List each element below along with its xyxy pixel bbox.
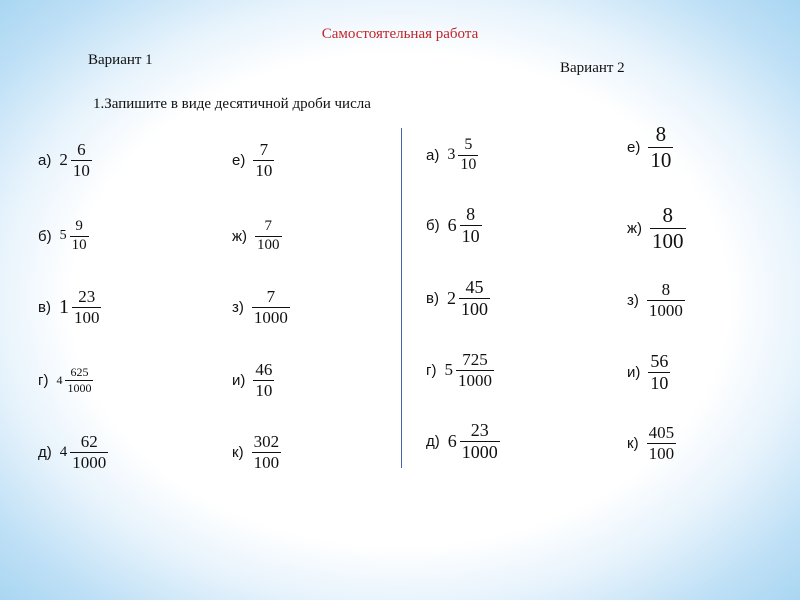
variant1-item-2 — [38, 212, 89, 260]
whole-part: 1 — [58, 295, 69, 318]
column-divider — [401, 128, 402, 468]
fraction — [647, 424, 677, 463]
variant1-item-10 — [232, 428, 281, 476]
item-label: в) — [38, 298, 51, 316]
item-label: к) — [232, 443, 244, 461]
whole-part: 5 — [59, 228, 67, 243]
fraction — [70, 433, 108, 472]
fraction — [70, 219, 89, 254]
whole-part: 2 — [446, 287, 456, 308]
fraction-numerator: 23 — [470, 419, 489, 440]
fraction-numerator: 625 — [70, 364, 89, 379]
fraction — [65, 366, 93, 394]
fraction-numerator: 9 — [75, 217, 83, 234]
item-label: д) — [426, 432, 440, 450]
fraction-numerator: 8 — [655, 122, 667, 147]
fraction-denominator: 10 — [650, 372, 669, 393]
fraction-denominator: 1000 — [457, 370, 492, 390]
item-label: и) — [232, 371, 246, 389]
fraction-denominator: 10 — [650, 147, 672, 172]
fraction-denominator: 10 — [71, 236, 87, 253]
fraction-denominator: 1000 — [461, 441, 498, 462]
fraction-numerator: 8 — [466, 203, 476, 224]
item-label: г) — [38, 371, 49, 389]
fraction-denominator: 1000 — [72, 452, 107, 472]
variant2-item-4 — [426, 346, 494, 394]
variant1-item-1 — [38, 136, 92, 184]
whole-part: 3 — [447, 146, 456, 163]
fraction-numerator: 6 — [77, 139, 86, 159]
fraction — [648, 352, 670, 393]
variant-1-heading: Вариант 1 — [88, 52, 153, 68]
item-label: а) — [426, 146, 440, 164]
fraction-numerator: 45 — [465, 276, 484, 297]
variant-2-heading: Вариант 2 — [560, 60, 625, 76]
item-label: б) — [426, 216, 440, 234]
item-label: е) — [627, 138, 641, 156]
fraction — [648, 123, 673, 170]
variant1-item-6 — [232, 136, 274, 184]
fraction-denominator: 100 — [652, 228, 684, 253]
fraction-numerator: 7 — [266, 286, 276, 306]
fraction — [650, 204, 686, 251]
fraction — [456, 351, 494, 390]
variant1-item-3 — [38, 283, 101, 331]
fraction-numerator: 7 — [259, 139, 269, 159]
fraction-denominator: 10 — [460, 155, 477, 173]
whole-part: 6 — [447, 214, 457, 235]
variant1-item-8 — [232, 283, 290, 331]
fraction-numerator: 725 — [462, 349, 488, 369]
item-label: к) — [627, 434, 639, 452]
item-label: е) — [232, 151, 246, 169]
item-label: а) — [38, 151, 52, 169]
fraction — [255, 219, 282, 254]
whole-part: 4 — [56, 372, 63, 387]
fraction-numerator: 8 — [661, 279, 671, 299]
variant2-item-8 — [627, 276, 685, 324]
fraction-denominator: 100 — [648, 443, 675, 463]
fraction-denominator: 10 — [255, 160, 273, 180]
fraction — [252, 288, 290, 327]
fraction-denominator: 100 — [257, 236, 280, 253]
whole-part: 2 — [59, 150, 68, 169]
item-label: з) — [627, 291, 639, 309]
variant2-item-6 — [627, 123, 673, 171]
variant2-item-1 — [426, 131, 478, 179]
item-label: б) — [38, 227, 52, 245]
variant1-item-4 — [38, 356, 93, 404]
item-label: д) — [38, 443, 52, 461]
fraction-numerator: 8 — [662, 203, 674, 228]
fraction-denominator: 1000 — [253, 307, 288, 327]
fraction-numerator: 46 — [255, 359, 273, 379]
fraction-denominator: 100 — [73, 307, 100, 327]
fraction — [459, 278, 490, 319]
fraction — [253, 361, 274, 400]
page-title: Самостоятельная работа — [321, 26, 479, 42]
fraction — [647, 281, 685, 320]
fraction-denominator: 100 — [460, 298, 488, 319]
fraction-numerator: 56 — [650, 350, 669, 371]
fraction-denominator: 100 — [253, 452, 280, 472]
fraction-numerator: 7 — [264, 217, 273, 234]
variant1-item-9 — [232, 356, 274, 404]
fraction — [252, 433, 282, 472]
item-label: г) — [426, 361, 437, 379]
item-label: в) — [426, 289, 439, 307]
fraction-denominator: 1000 — [648, 300, 683, 320]
fraction — [460, 421, 500, 462]
fraction-numerator: 405 — [648, 422, 675, 442]
fraction-denominator: 1000 — [67, 380, 92, 395]
variant2-item-7 — [627, 204, 686, 252]
fraction-numerator: 5 — [464, 135, 473, 153]
variant2-item-5 — [426, 417, 500, 465]
task-text: 1.Запишите в виде десятичной дроби числа — [93, 96, 371, 112]
fraction — [253, 141, 274, 180]
fraction-denominator: 10 — [255, 380, 273, 400]
fraction-denominator: 10 — [72, 160, 90, 180]
fraction-numerator: 23 — [78, 286, 96, 306]
variant1-item-5 — [38, 428, 108, 476]
whole-part: 5 — [444, 360, 453, 379]
fraction — [72, 288, 102, 327]
variant1-item-7 — [232, 212, 282, 260]
item-label: и) — [627, 363, 641, 381]
fraction — [460, 205, 482, 246]
whole-part: 4 — [59, 443, 68, 460]
variant2-item-2 — [426, 201, 482, 249]
whole-part: 6 — [447, 430, 457, 451]
fraction — [71, 141, 92, 180]
variant2-item-10 — [627, 419, 676, 467]
fraction-denominator: 10 — [461, 225, 480, 246]
variant2-item-3 — [426, 274, 490, 322]
item-label: ж) — [627, 219, 643, 237]
fraction — [458, 137, 478, 174]
variant2-item-9 — [627, 348, 670, 396]
item-label: ж) — [232, 227, 248, 245]
item-label: з) — [232, 298, 244, 316]
fraction-numerator: 302 — [253, 431, 280, 451]
fraction-numerator: 62 — [80, 431, 98, 451]
